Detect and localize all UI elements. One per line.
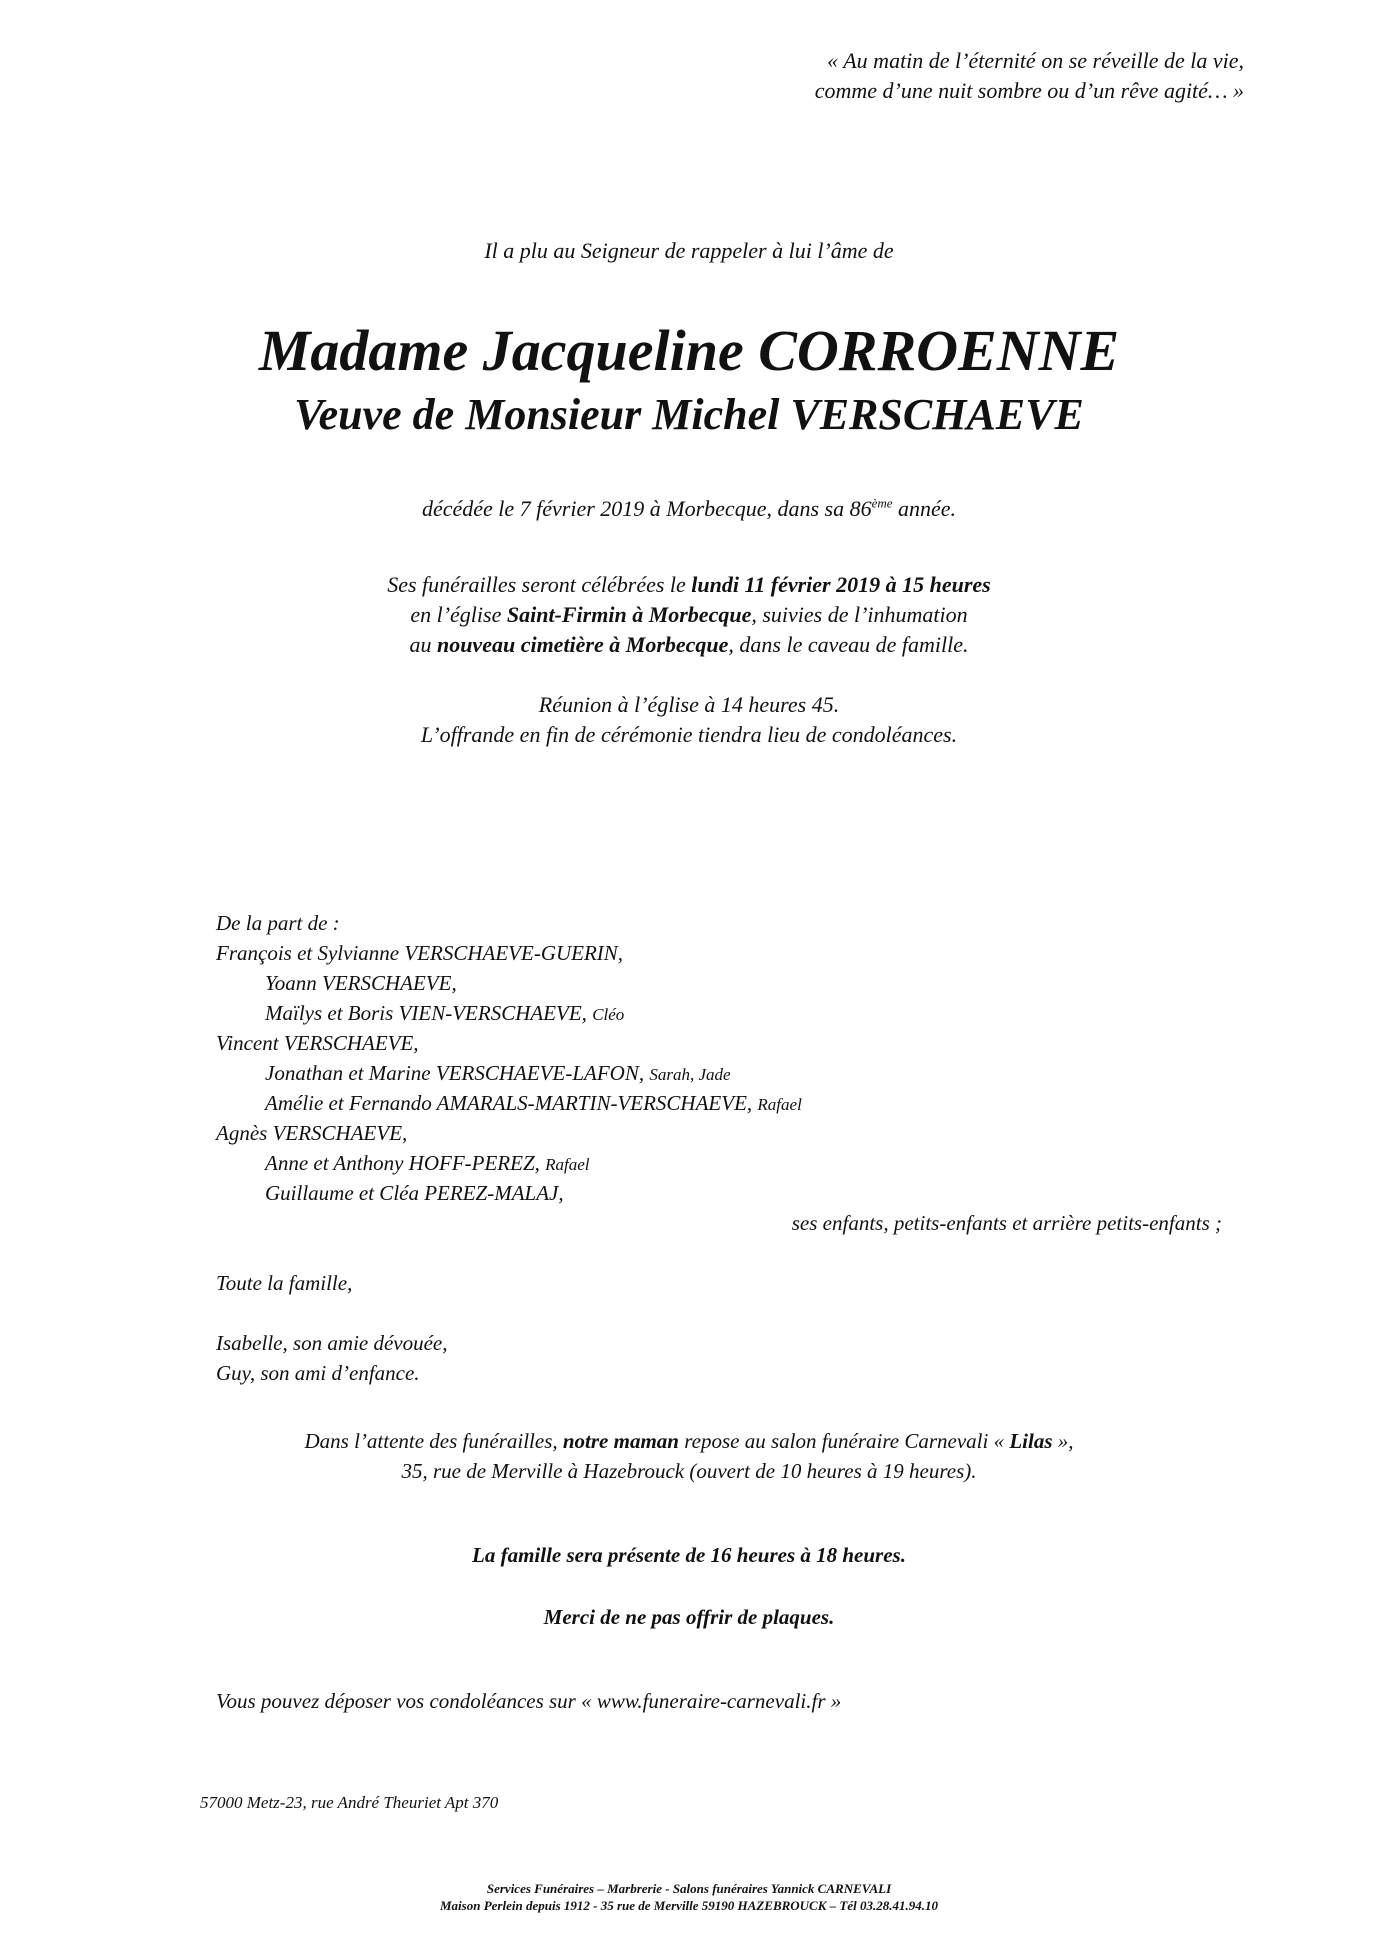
funeral-line-2: en l’église Saint-Firmin à Morbecque, suivies de l’inhumation (410, 602, 968, 627)
grandchild-names: Rafael (757, 1095, 802, 1114)
family-line: Yoann VERSCHAEVE, (265, 971, 457, 995)
family-line: Vincent VERSCHAEVE, (216, 1031, 419, 1055)
funeral-date: lundi 11 février 2019 à 15 heures (691, 572, 991, 597)
salon-line-1: Dans l’attente des funérailles, notre maman repose au salon funéraire Carnevali « Lilas », (304, 1429, 1074, 1453)
funeral-church: Saint-Firmin à Morbecque (506, 602, 752, 627)
intro-text: Il a plu au Seigneur de rappeler à lui l’âme de (484, 238, 894, 263)
family-line: Guillaume et Cléa PEREZ-MALAJ, (265, 1181, 564, 1205)
salon-line-2: 35, rue de Merville à Hazebrouck (ouvert de 10 heures à 19 heures). (401, 1459, 977, 1483)
footer (0, 1880, 1378, 1914)
family-header: De la part de : (216, 911, 340, 935)
grandchild-names: Cléo (592, 1005, 625, 1024)
family-line: Maïlys et Boris VIEN-VERSCHAEVE, Cléo (265, 1001, 625, 1025)
condolences-notice: Vous pouvez déposer vos condoléances sur « www.funeraire-carnevali.fr » (216, 1689, 842, 1713)
funeral-line-3: au nouveau cimetière à Morbecque, dans le caveau de famille. (409, 632, 969, 657)
footer-line-1: Services Funéraires – Marbrerie - Salons funéraires Yannick CARNEVALI (486, 1881, 892, 1896)
reunion-line-1: Réunion à l’église à 14 heures 45. (538, 692, 840, 717)
family-presence: La famille sera présente de 16 heures à 18 heures. (472, 1543, 906, 1567)
salon-room-name: Lilas (1009, 1429, 1053, 1453)
family-line: Amélie et Fernando AMARALS-MARTIN-VERSCHAEVE, Rafael (265, 1091, 802, 1115)
grandchild-names: Sarah, Jade (649, 1065, 731, 1084)
reunion-info (0, 690, 1378, 750)
friend-line-1: Isabelle, son amie dévouée, (216, 1331, 448, 1355)
family-line: Jonathan et Marine VERSCHAEVE-LAFON, Sarah, Jade (265, 1061, 731, 1085)
death-sup: ème (871, 495, 893, 511)
friend-line-2: Guy, son ami d’enfance. (216, 1361, 420, 1385)
death-text: décédée le 7 février 2019 à Morbecque, dans sa 86 (421, 496, 872, 521)
widow-of: Veuve de Monsieur Michel VERSCHAEVE (294, 390, 1084, 439)
quote-line-2: comme d’une nuit sombre ou d’un rêve agité… » (814, 78, 1244, 103)
deceased-name: Madame Jacqueline CORROENNE (258, 318, 1120, 383)
whole-family: Toute la famille, (216, 1271, 353, 1295)
reunion-line-2: L’offrande en fin de cérémonie tiendra lieu de condoléances. (420, 722, 958, 747)
grandchild-names: Rafael (545, 1155, 590, 1174)
funeral-details (0, 570, 1378, 660)
epigraph-quote (600, 46, 1244, 106)
quote-line-1: « Au matin de l’éternité on se réveille de la vie, (827, 48, 1244, 73)
family-relation: ses enfants, petits-enfants et arrière petits-enfants ; (791, 1211, 1222, 1235)
funeral-cemetery: nouveau cimetière à Morbecque (436, 632, 729, 657)
footer-line-2: Maison Perlein depuis 1912 - 35 rue de Merville 59190 HAZEBROUCK – Tél 03.28.41.94.10 (440, 1898, 938, 1913)
salon-bold-maman: notre maman (562, 1429, 679, 1453)
death-after: année. (892, 496, 957, 521)
no-plaques-notice: Merci de ne pas offrir de plaques. (543, 1605, 835, 1629)
family-line: Anne et Anthony HOFF-PEREZ, Rafael (265, 1151, 590, 1175)
salon-info (0, 1426, 1378, 1486)
address: 57000 Metz-23, rue André Theuriet Apt 370 (200, 1793, 499, 1812)
death-line (0, 494, 1378, 524)
family-line: Agnès VERSCHAEVE, (216, 1121, 408, 1145)
family-line: François et Sylvianne VERSCHAEVE-GUERIN, (216, 941, 624, 965)
funeral-line-1: Ses funérailles seront célébrées le lundi 11 février 2019 à 15 heures (387, 572, 991, 597)
